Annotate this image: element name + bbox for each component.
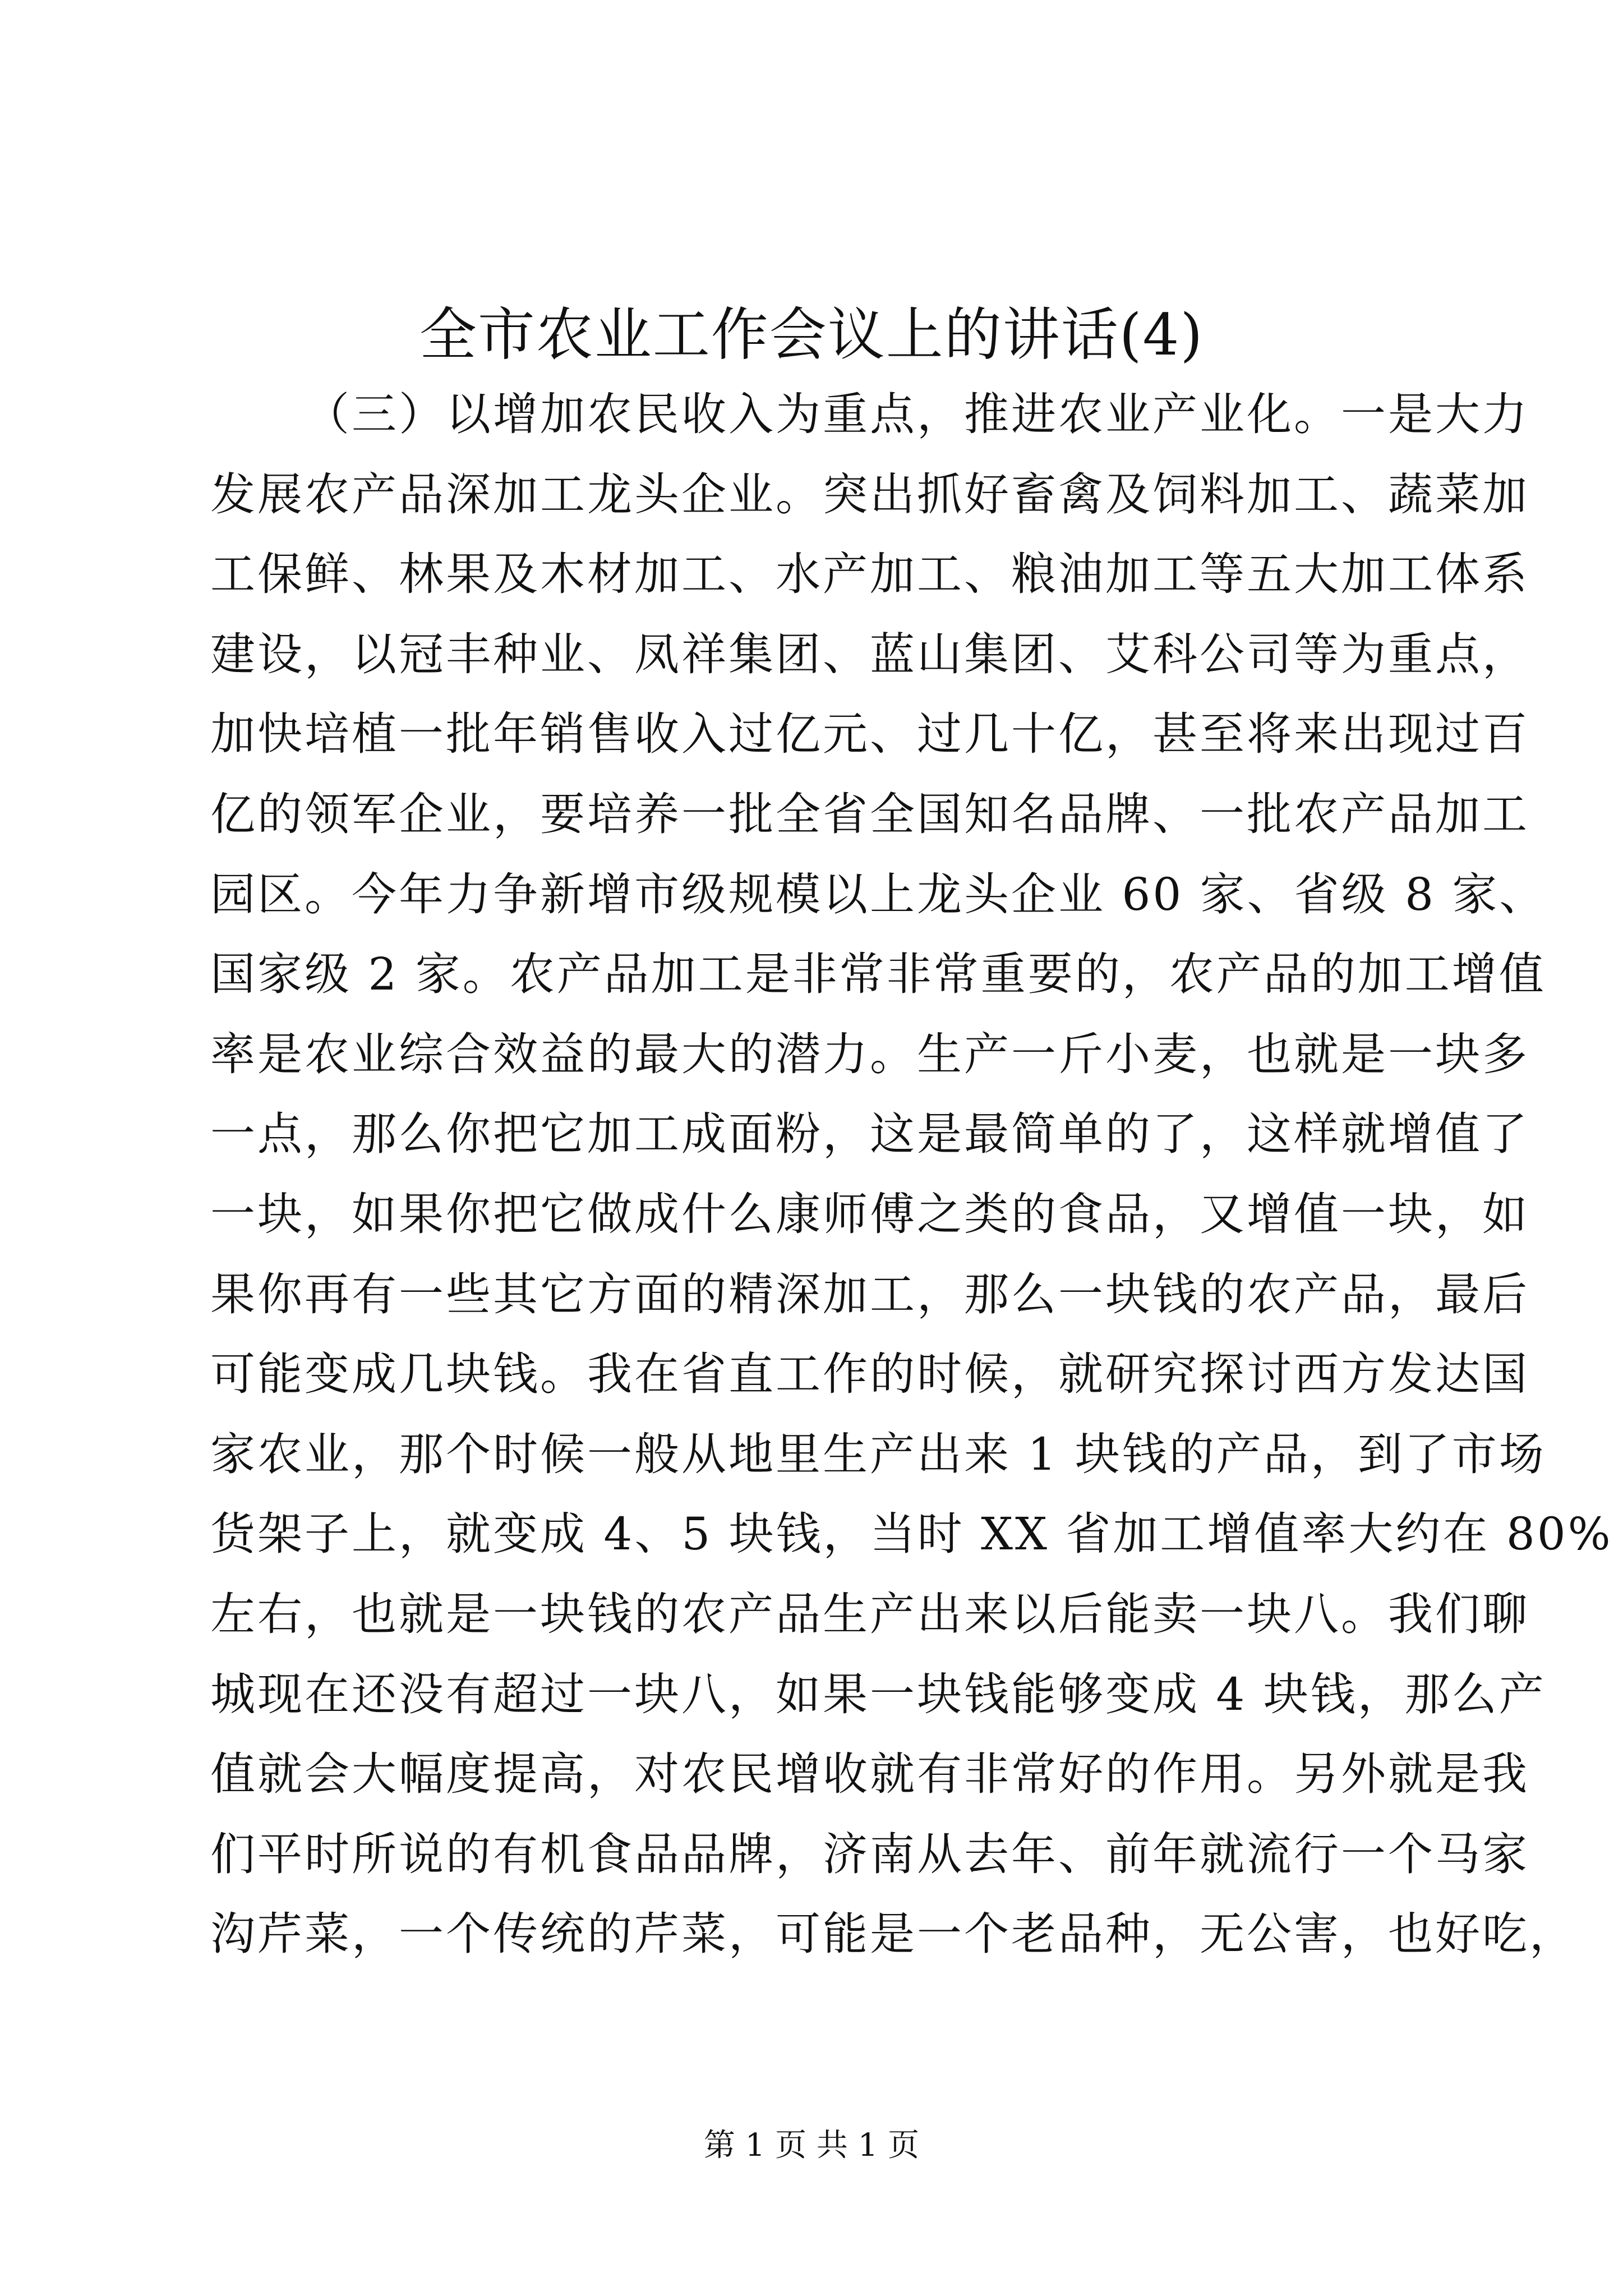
body-line: 发展农产品深加工龙头企业。突出抓好畜禽及饲料加工、蔬菜加 [210,468,1529,521]
body-line: 值就会大幅度提高，对农民增收就有非常好的作用。另外就是我 [210,1748,1529,1801]
body-line: 园区。今年力争新增市级规模以上龙头企业 60 家、省级 8 家、 [210,868,1547,921]
body-line: 率是农业综合效益的最大的潜力。生产一斤小麦，也就是一块多 [210,1028,1529,1080]
body-line: 沟芹菜，一个传统的芹菜，可能是一个老品种，无公害，也好吃， [210,1908,1576,1961]
body-line: 亿的领军企业，要培养一批全省全国知名品牌、一批农产品加工 [210,788,1529,840]
body-line: 货架子上，就变成 4、5 块钱，当时 XX 省加工增值率大约在 80% [210,1508,1613,1561]
body-line: 一块，如果你把它做成什么康师傅之类的食品，又增值一块，如 [210,1188,1529,1240]
body-line: （三）以增加农民收入为重点，推进农业产业化。一是大力 [305,388,1529,440]
body-line: 家农业，那个时候一般从地里生产出来 1 块钱的产品，到了市场 [210,1428,1546,1480]
body-line: 加快培植一批年销售收入过亿元、过几十亿，甚至将来出现过百 [210,708,1529,761]
body-line: 城现在还没有超过一块八，如果一块钱能够变成 4 块钱，那么产 [210,1668,1546,1720]
body-line: 工保鲜、林果及木材加工、水产加工、粮油加工等五大加工体系 [210,548,1529,601]
body-line: 建设，以冠丰种业、凤祥集团、蓝山集团、艾科公司等为重点， [210,628,1529,680]
body-line: 左右，也就是一块钱的农产品生产出来以后能卖一块八。我们聊 [210,1588,1529,1640]
body-line: 国家级 2 家。农产品加工是非常非常重要的，农产品的加工增值 [210,948,1546,1001]
body-line: 可能变成几块钱。我在省直工作的时候，就研究探讨西方发达国 [210,1348,1529,1401]
body-line: 一点，那么你把它加工成面粉，这是最简单的了，这样就增值了 [210,1108,1529,1161]
document-title: 全市农业工作会议上的讲话(4) [419,302,1204,369]
body-line: 们平时所说的有机食品品牌，济南从去年、前年就流行一个马家 [210,1828,1529,1880]
body-line: 果你再有一些其它方面的精深加工，那么一块钱的农产品，最后 [210,1268,1529,1320]
document-body [210,375,1613,1975]
page-footer: 第 1 页 共 1 页 [703,2127,920,2164]
